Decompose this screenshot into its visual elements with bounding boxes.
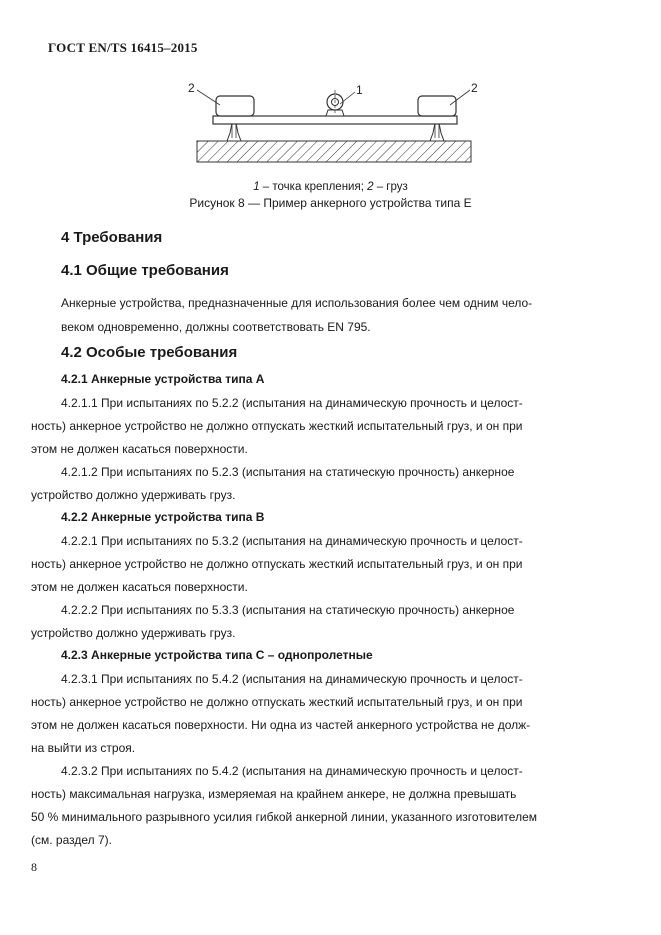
s423-p1-line-1: 4.2.3.1 При испытаниях по 5.4.2 (испытания на динамическую прочность и целост- xyxy=(61,672,523,686)
s423-p2-line-1: 4.2.3.2 При испытаниях по 5.4.2 (испытания на динамическую прочность и целост- xyxy=(61,764,523,778)
s423-p2-line-2: ность) максимальная нагрузка, измеряемая на крайнем анкере, не должна превышать xyxy=(31,787,517,801)
s421-p1-line-3: этом не должен касаться поверхности. xyxy=(31,442,248,456)
figure-legend: 1 – точка крепления; 2 – груз xyxy=(253,181,408,193)
right-foot xyxy=(430,123,444,141)
ground-hatched xyxy=(197,141,471,162)
section-4-2-title: 4.2 Особые требования xyxy=(61,344,238,361)
s423-p1-line-3: этом не должен касаться поверхности. Ни одна из частей анкерного устройства не долж- xyxy=(31,718,531,732)
section-4-1-title: 4.1 Общие требования xyxy=(61,262,229,279)
s423-p2-line-4: (см. раздел 7). xyxy=(31,833,112,847)
section-4-2-3-title: 4.2.3 Анкерные устройства типа С – однопролетные xyxy=(61,648,373,662)
section-4-2-2-title: 4.2.2 Анкерные устройства типа В xyxy=(61,510,265,524)
section-4-title: 4 Требования xyxy=(61,229,163,246)
s41-line-1: Анкерные устройства, предназначенные для использования более чем одним чело- xyxy=(61,296,533,310)
left-foot xyxy=(227,123,241,141)
figure-anchor-device-type-e xyxy=(180,80,490,170)
s422-p1-line-2: ность) анкерное устройство не должно отпускать жесткий испытательный груз, и он при xyxy=(31,557,523,571)
left-weight xyxy=(216,96,254,116)
s423-p1-line-4: на выйти из строя. xyxy=(31,741,136,755)
s422-p2-line-2: устройство должно удерживать груз. xyxy=(31,626,236,640)
s421-p1-line-1: 4.2.1.1 При испытаниях по 5.2.2 (испытания на динамическую прочность и целост- xyxy=(61,396,523,410)
s422-p2-line-1: 4.2.2.2 При испытаниях по 5.3.3 (испытания на статическую прочность) анкерное xyxy=(61,603,515,617)
label-2-left: 2 xyxy=(188,81,195,95)
s422-p1-line-3: этом не должен касаться поверхности. xyxy=(31,580,248,594)
label-1: 1 xyxy=(356,83,363,97)
s421-p2-line-1: 4.2.1.2 При испытаниях по 5.2.3 (испытания на статическую прочность) анкерное xyxy=(61,465,515,479)
label-2-right: 2 xyxy=(471,81,478,95)
s422-p1-line-1: 4.2.2.1 При испытаниях по 5.3.2 (испытания на динамическую прочность и целост- xyxy=(61,534,523,548)
s423-p1-line-2: ность) анкерное устройство не должно отпускать жесткий испытательный груз, и он при xyxy=(31,695,523,709)
s421-p1-line-2: ность) анкерное устройство не должно отпускать жесткий испытательный груз, и он при xyxy=(31,419,523,433)
figure-caption: Рисунок 8 — Пример анкерного устройства типа Е xyxy=(189,196,472,210)
s41-line-2: веком одновременно, должны соответствовать EN 795. xyxy=(61,320,371,334)
s421-p2-line-2: устройство должно удерживать груз. xyxy=(31,488,236,502)
right-weight xyxy=(418,96,456,116)
section-4-2-1-title: 4.2.1 Анкерные устройства типа А xyxy=(61,372,265,386)
page-number: 8 xyxy=(31,860,37,874)
s423-p2-line-3: 50 % минимального разрывного усилия гибкой анкерной линии, указанного изготовителем xyxy=(31,810,537,824)
document-header: ГОСТ EN/TS 16415–2015 xyxy=(48,40,198,55)
beam xyxy=(213,116,457,124)
